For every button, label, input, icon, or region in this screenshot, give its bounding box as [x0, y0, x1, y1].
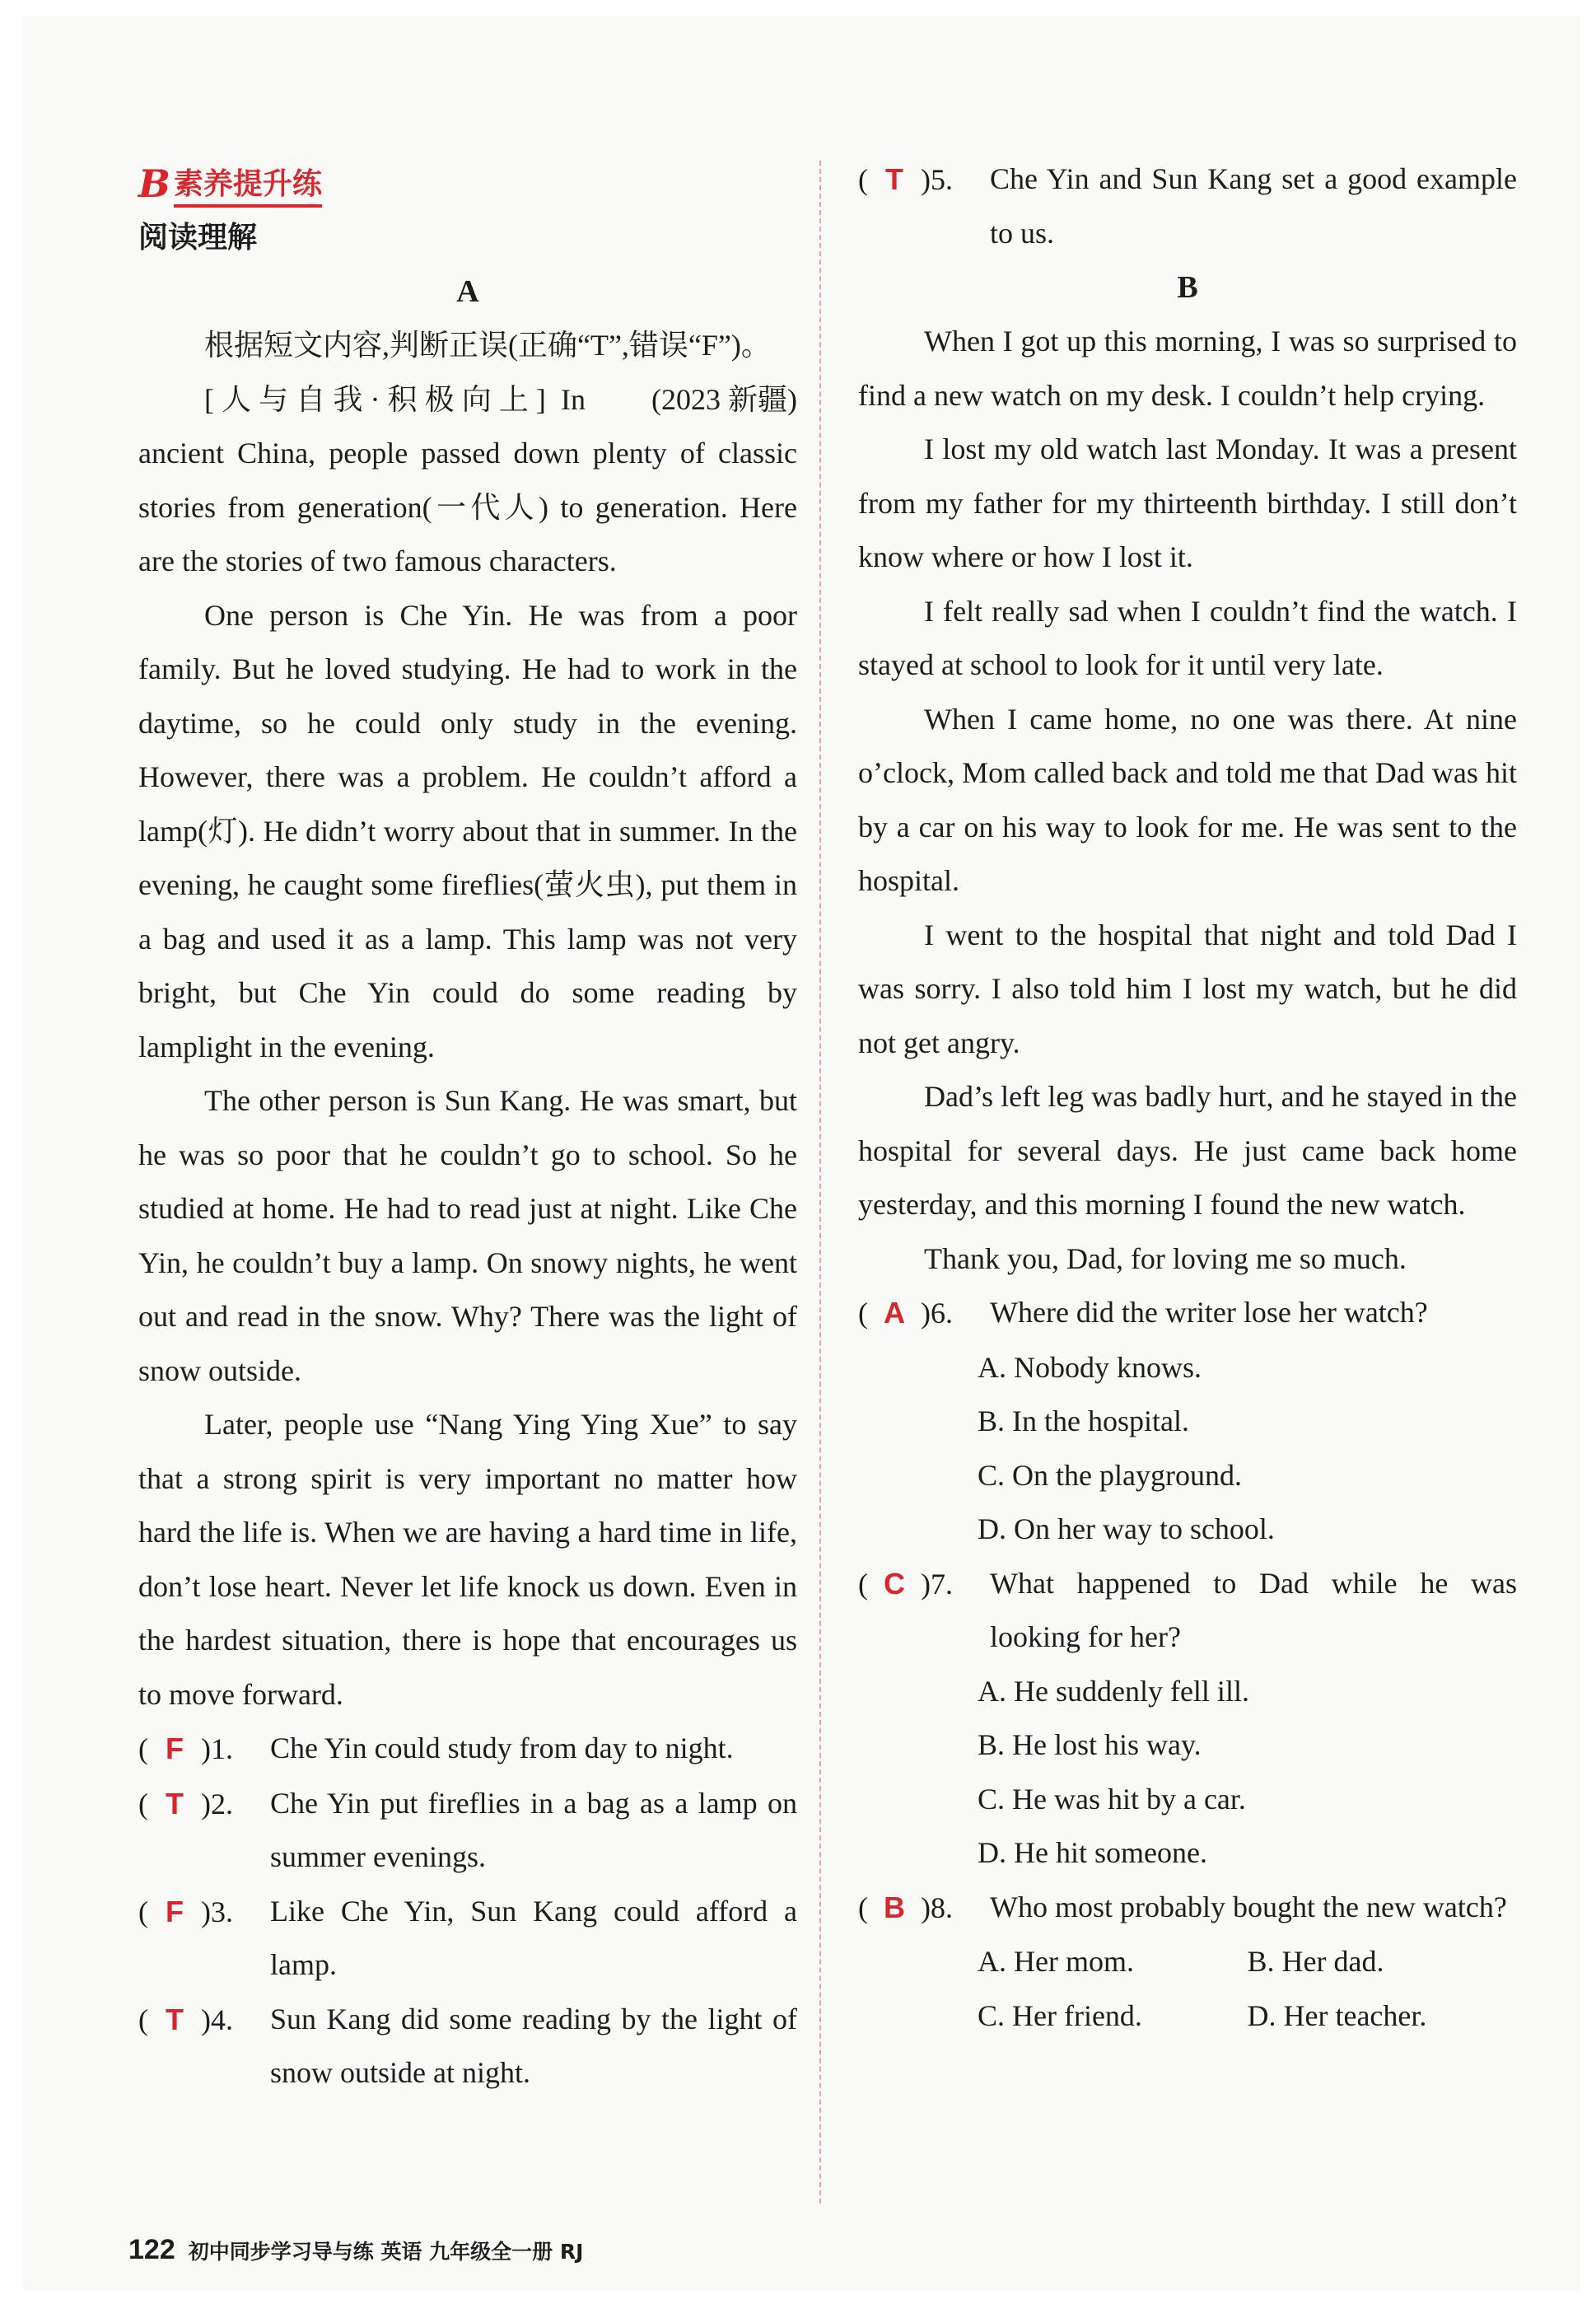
option: A. He suddenly fell ill.: [978, 1674, 1249, 1708]
answer-bracket: ( F )3.: [138, 1885, 270, 1993]
answer-mark: T: [166, 1786, 184, 1820]
answer-mark: T: [885, 162, 903, 196]
question-text: Che Yin and Sun Kang set a good example to us.: [990, 162, 1517, 250]
question-text: Che Yin could study from day to night.: [270, 1732, 734, 1764]
question-number: 8.: [931, 1890, 953, 1924]
answer-bracket: ( T )2.: [138, 1777, 270, 1885]
option: D. On her way to school.: [978, 1512, 1275, 1545]
passage-a-heading: A: [456, 274, 479, 309]
answer-mark: F: [166, 1732, 184, 1765]
answer-bracket: ( A )6.: [858, 1286, 990, 1341]
textbook-page: [23, 16, 1580, 2290]
answer-bracket: ( T )5.: [858, 152, 990, 260]
answer-bracket: ( T )4.: [138, 1993, 270, 2101]
passage-a-paragraph: The other person is Sun Kang. He was smart, but he was so poor that he couldn’t go to school. So he studied at home. He had to read just at night. Like Che Yin, he couldn’t buy a lamp. On snowy nights, he went out and read in the snow. Why? There was the light of snow outside.: [138, 1084, 797, 1387]
question-number: 7.: [931, 1567, 953, 1601]
section-subtitle: 阅读理解: [138, 221, 258, 255]
book-title: 初中同步学习导与练 英语 九年级全一册 RJ: [188, 2240, 584, 2264]
answer-bracket: ( F )1.: [138, 1722, 270, 1777]
passage-a-paragraph: [人与自我·积极向上] In ancient China, people passed down plenty of classic stories from generation(一代人) to generation. Here are the stories of two famous characters.: [138, 382, 797, 577]
passage-a-paragraph: One person is Che Yin. He was from a poor family. But he loved studying. He had to work in the daytime, so he could only study in the evening. However, there was a problem. He couldn’t afford a lamp(灯). He didn’t worry about that in summer. In the evening, he caught some fireflies(萤火虫), put them in a bag and used it as a lamp. This lamp was not very bright, but Che Yin could do some reading by lamplight in the evening.: [138, 598, 797, 1063]
passage-b-heading: B: [1177, 270, 1198, 305]
question-text: Like Che Yin, Sun Kang could afford a lamp.: [270, 1894, 797, 1981]
answer-mark: T: [166, 2002, 184, 2036]
passage-b-paragraph: I felt really sad when I couldn’t find the watch. I stayed at school to look for it until very late.: [858, 594, 1517, 681]
question-text: Who most probably bought the new watch?: [990, 1890, 1507, 1923]
option: B. Her dad.: [1247, 1945, 1384, 1978]
left-column: [138, 16, 797, 2101]
option: D. He hit someone.: [978, 1836, 1207, 1869]
question-text: Where did the writer lose her watch?: [990, 1296, 1428, 1329]
question-text: What happened to Dad while he was looking for her?: [990, 1566, 1517, 1653]
passage-b-paragraph: I went to the hospital that night and told Dad I was sorry. I also told him I lost my watch, but he did not get angry.: [858, 918, 1517, 1059]
instruction-text: 根据短文内容,判断正误(正确“T”,错误“F”)。: [204, 329, 771, 362]
question-text: Sun Kang did some reading by the light of snow outside at night.: [270, 2002, 797, 2089]
answer-mark: B: [884, 1890, 905, 1924]
column-divider: [819, 161, 821, 2204]
option-row: [858, 1989, 1517, 2044]
option: D. Her teacher.: [1247, 1998, 1427, 2032]
passage-b-paragraph: I lost my old watch last Monday. It was a present from my father for my thirteenth birthday. I still don’t know where or how I lost it.: [858, 432, 1517, 573]
option: B. He lost his way.: [978, 1728, 1202, 1761]
answer-bracket: ( C )7.: [858, 1557, 990, 1665]
question-1: [138, 1722, 797, 1777]
passage-a-paragraph: Later, people use “Nang Ying Ying Xue” to say that a strong spirit is very important no matter how hard the life is. When we are having a hard time in life, don’t lose heart. Never let life knock us down. Even in the hardest situation, there is hope that encourages us to move forward.: [138, 1408, 797, 1711]
question-number: 3.: [211, 1895, 233, 1928]
option: B. In the hospital.: [978, 1404, 1189, 1437]
question-number: 6.: [931, 1297, 953, 1330]
question-3: [138, 1885, 797, 1993]
right-column: [858, 152, 1517, 2043]
option: A. Nobody knows.: [978, 1350, 1202, 1384]
option: A. Her mom.: [978, 1945, 1134, 1978]
question-text: Che Yin put fireflies in a bag as a lamp on summer evenings.: [270, 1786, 797, 1873]
passage-b-paragraph: When I got up this morning, I was so surprised to find a new watch on my desk. I couldn’t help crying.: [858, 325, 1517, 412]
question-5: [858, 152, 1517, 260]
section-letter-badge: B: [138, 161, 170, 206]
option: C. He was hit by a car.: [978, 1782, 1246, 1816]
passage-a-instruction: [138, 319, 797, 416]
option: C. On the playground.: [978, 1458, 1242, 1492]
question-6: [858, 1286, 1517, 1341]
answer-bracket: ( B )8.: [858, 1881, 990, 1936]
passage-b-paragraph: Dad’s left leg was badly hurt, and he stayed in the hospital for several days. He just came back home yesterday, and this morning I found the new watch.: [858, 1080, 1517, 1221]
question-number: 5.: [931, 163, 953, 196]
passage-b-paragraph: Thank you, Dad, for loving me so much.: [924, 1241, 1407, 1275]
section-title: 素养提升练: [174, 161, 322, 208]
section-header: [138, 161, 797, 207]
question-number: 2.: [211, 1787, 233, 1820]
question-7: [858, 1557, 1517, 1665]
answer-mark: A: [884, 1296, 905, 1330]
answer-mark: F: [166, 1894, 184, 1928]
answer-mark: C: [884, 1566, 905, 1601]
passage-b-paragraph: When I came home, no one was there. At nine o’clock, Mom called back and told me that Dad was hit by a car on his way to look for me. He was sent to the hospital.: [858, 702, 1517, 897]
source-tag: (2023 新疆): [651, 382, 797, 416]
option: C. Her friend.: [978, 1998, 1142, 2032]
option-row: [858, 1935, 1517, 1989]
page-number: 122: [128, 2234, 175, 2265]
question-8: [858, 1881, 1517, 1936]
question-number: 4.: [211, 2003, 233, 2036]
question-4: [138, 1993, 797, 2101]
question-number: 1.: [211, 1732, 233, 1765]
page-footer: [128, 2234, 583, 2266]
question-2: [138, 1777, 797, 1885]
